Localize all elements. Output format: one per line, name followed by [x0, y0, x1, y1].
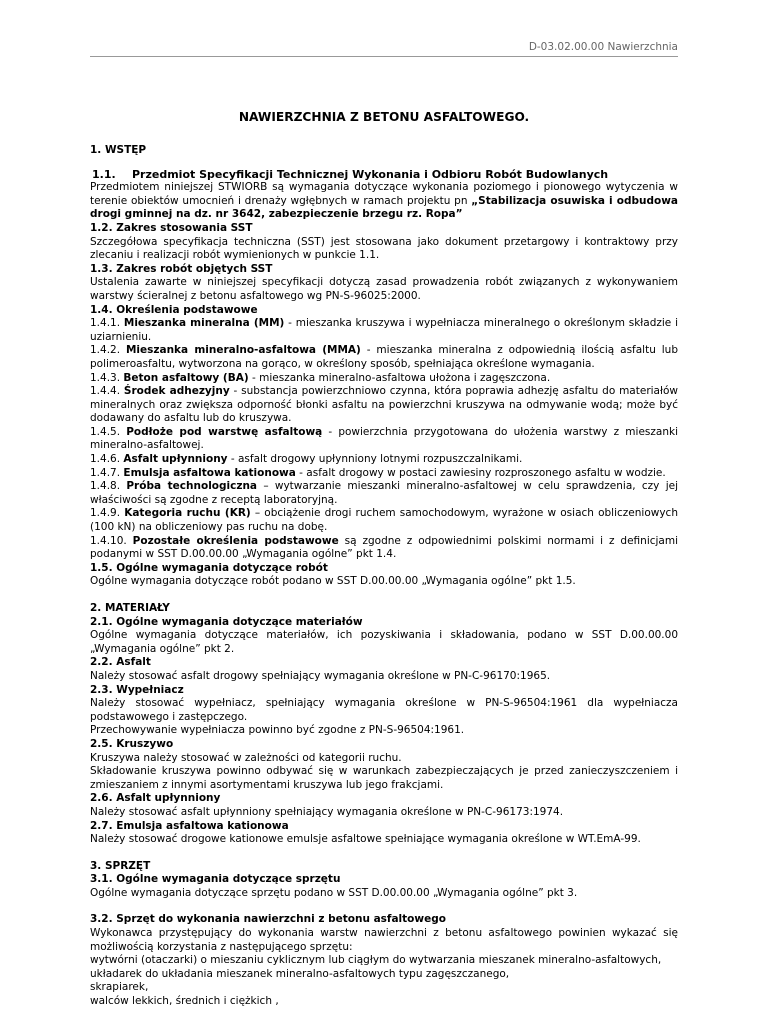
subsection-heading: 1.5. Ogólne wymagania dotyczące robót	[90, 561, 328, 574]
definition-text: - asfalt drogowy upłynniony lotnymi rozpuszczalnikami.	[227, 453, 523, 466]
definition-text: - powierzchnia przygotowana do ułożenia warstwy z mieszanki mineralno-asfaltowej.	[90, 425, 678, 452]
definition	[90, 372, 678, 386]
definition	[90, 385, 678, 426]
subsection-heading: 3.1. Ogólne wymagania dotyczące sprzętu	[90, 873, 341, 886]
subsection-heading: 1.3. Zakres robót objętych SST	[90, 262, 273, 275]
definition-text: są zgodne z odpowiednimi polskimi normami i z definicjami podanymi w SST D.00.00.00 „Wymagania ogólne” pkt 1.4.	[90, 534, 679, 561]
definition-number: 1.4.6.	[90, 453, 124, 466]
running-header: D-03.02.00.00 Nawierzchnia	[528, 41, 678, 53]
paragraph: Należy stosować drogowe kationowe emulsje asfaltowe spełniające wymagania określone w WT.EmA-99.	[90, 833, 641, 846]
project-name: „Stabilizacja osuwiska i odbudowa drogi gminnej na dz. nr 3642, zabezpieczenie brzegu rz. Ropa”	[90, 194, 678, 221]
section-heading: 1. WSTĘP	[90, 144, 147, 156]
paragraph: Przechowywanie wypełniacza powinno być zgodne z PN-S-96504:1961.	[90, 724, 465, 737]
paragraph: Ogólne wymagania dotyczące sprzętu podano w SST D.00.00.00 „Wymagania ogólne” pkt 3.	[90, 886, 578, 899]
paragraph: Szczegółowa specyfikacja techniczna (SST) jest stosowana jako dokument przetargowy i kontraktowy przy zlecaniu i realizacji robót wymienionych w punkcie 1.1.	[90, 235, 678, 262]
definition	[90, 453, 678, 467]
paragraph	[90, 181, 678, 222]
document-title: NAWIERZCHNIA Z BETONU ASFALTOWEGO.	[238, 110, 530, 124]
spacer	[90, 847, 678, 860]
definition-number: 1.4.10.	[90, 534, 133, 547]
definition	[90, 535, 678, 562]
spacer	[90, 900, 678, 913]
subsection-title: Przedmiot Specyfikacji Technicznej Wykonania i Odbioru Robót Budowlanych	[132, 167, 609, 181]
definition-number: 1.4.7.	[90, 466, 124, 479]
spacer	[90, 589, 678, 602]
definition-term: Pozostałe określenia podstawowe	[132, 534, 339, 547]
definition-term: Mieszanka mineralno-asfaltowa (MMA)	[125, 344, 361, 357]
document-body	[90, 144, 678, 1009]
definition-number: 1.4.4.	[90, 385, 124, 398]
subsection-heading: 1.2. Zakres stosowania SST	[90, 221, 253, 234]
paragraph: Należy stosować asfalt drogowy spełniający wymagania określone w PN-C-96170:1965.	[90, 669, 551, 682]
definition	[90, 426, 678, 453]
subsection-heading: 3.2. Sprzęt do wykonania nawierzchni z betonu asfaltowego	[90, 913, 446, 926]
header-rule	[90, 56, 678, 57]
definition-number: 1.4.1.	[90, 317, 124, 330]
definition-text: – obciążenie drogi ruchem samochodowym, wyrażone w osiach obliczeniowych (100 kN) na obliczeniowy pas ruchu na dobę.	[90, 507, 678, 534]
subsection-heading	[90, 168, 678, 182]
definition-term: Beton asfaltowy (BA)	[123, 371, 249, 384]
subsection-heading: 2.3. Wypełniacz	[90, 683, 184, 696]
definition	[90, 507, 678, 534]
definition-term: Podłoże pod warstwę asfaltową	[126, 425, 323, 438]
definition-number: 1.4.8.	[90, 480, 127, 493]
definition-number: 1.4.3.	[90, 371, 124, 384]
list-item: skrapiarek,	[90, 981, 149, 994]
paragraph: Składowanie kruszywa powinno odbywać się w warunkach zabezpieczających je przed zanieczyszczeniem i zmieszaniem z innymi asortymentami kruszywa lub jego frakcjami.	[90, 765, 678, 791]
definition-text: – wytwarzanie mieszanki mineralno-asfaltowej w celu sprawdzenia, czy jej właściwości są zgodne z receptą laboratoryjną.	[90, 480, 678, 506]
paragraph: Ogólne wymagania dotyczące materiałów, ich pozyskiwania i składowania, podano w SST D.00.00.00 „Wymagania ogólne” pkt 2.	[90, 629, 678, 655]
definition-term: Środek adhezyjny	[123, 385, 230, 398]
list-item: walców lekkich, średnich i ciężkich ,	[90, 995, 279, 1008]
definition-term: Kategoria ruchu (KR)	[124, 507, 251, 520]
subsection-number: 1.1.	[92, 167, 116, 181]
paragraph: Kruszywa należy stosować w zależności od kategorii ruchu.	[90, 751, 402, 764]
subsection-heading: 2.1. Ogólne wymagania dotyczące materiałów	[90, 615, 363, 628]
definition-term: Próba technologiczna	[126, 480, 258, 493]
paragraph: Ustalenia zawarte w niniejszej specyfikacji dotyczą zasad prowadzenia robót związanych z wykonywaniem warstwy ścieralnej z betonu asfaltowego wg PN-S-96025:2000.	[90, 276, 678, 302]
definition-text: - mieszanka mineralno-asfaltowa ułożona i zagęszczona.	[248, 371, 551, 384]
paragraph: Należy stosować wypełniacz, spełniający wymagania określone w PN-S-96504:1961 dla wypełniacza podstawowego i zastępczego.	[90, 697, 678, 723]
definition-number: 1.4.9.	[90, 507, 125, 520]
definition-number: 1.4.2.	[90, 344, 126, 357]
definition-text: - substancja powierzchniowo czynna, która poprawia adhezję asfaltu do materiałów mineralnych oraz zwiększa odporność błonki asfaltu na powierzchni kruszywa na odmywanie wodą; może być dodawany do asfaltu lub do kruszywa.	[90, 385, 678, 425]
definition-text: - mieszanka mineralna z odpowiednią ilością asfaltu lub polimeroasfaltu, wytworzona na gorąco, w określony sposób, spełniająca określone wymagania.	[90, 344, 678, 370]
definition	[90, 344, 678, 371]
subsection-heading: 1.4. Określenia podstawowe	[90, 303, 258, 316]
paragraph: Wykonawca przystępujący do wykonania warstw nawierzchni z betonu asfaltowego powinien wykazać się możliwością korzystania z następującego sprzętu:	[90, 927, 678, 953]
paragraph-text: Przedmiotem niniejszej STWIORB są wymagania dotyczące wykonania poziomego i pionowego wytyczenia w terenie obiektów umocnień i drenaży wgłębnych w ramach projektu pn	[90, 181, 678, 207]
definition	[90, 467, 678, 481]
subsection-heading: 2.6. Asfalt upłynniony	[90, 792, 221, 805]
definition-term: Asfalt upłynniony	[123, 453, 228, 466]
subsection-heading: 2.5. Kruszywo	[90, 737, 174, 750]
definition-number: 1.4.5.	[90, 425, 127, 438]
definition-term: Emulsja asfaltowa kationowa	[123, 466, 296, 479]
definition	[90, 480, 678, 507]
definition-text: - asfalt drogowy w postaci zawiesiny rozproszonego asfaltu w wodzie.	[295, 466, 666, 479]
section-heading: 2. MATERIAŁY	[90, 602, 170, 614]
section-heading: 3. SPRZĘT	[90, 859, 151, 872]
definition-text: - mieszanka kruszywa i wypełniacza mineralnego o określonym składzie i uziarnieniu.	[90, 317, 678, 343]
subsection-heading: 2.2. Asfalt	[90, 656, 151, 669]
definition	[90, 317, 678, 344]
definition-term: Mieszanka mineralna (MM)	[123, 317, 285, 330]
paragraph: Należy stosować asfalt upłynniony spełniający wymagania określone w PN-C-96173:1974.	[90, 805, 564, 818]
subsection-heading: 2.7. Emulsja asfaltowa kationowa	[90, 819, 289, 832]
list-item: układarek do układania mieszanek mineralno-asfaltowych typu zagęszczanego,	[90, 967, 510, 980]
paragraph: Ogólne wymagania dotyczące robót podano w SST D.00.00.00 „Wymagania ogólne” pkt 1.5.	[90, 575, 576, 588]
list-item: wytwórni (otaczarki) o mieszaniu cyklicznym lub ciągłym do wytwarzania mieszanek mineralno-asfaltowych,	[90, 954, 662, 967]
